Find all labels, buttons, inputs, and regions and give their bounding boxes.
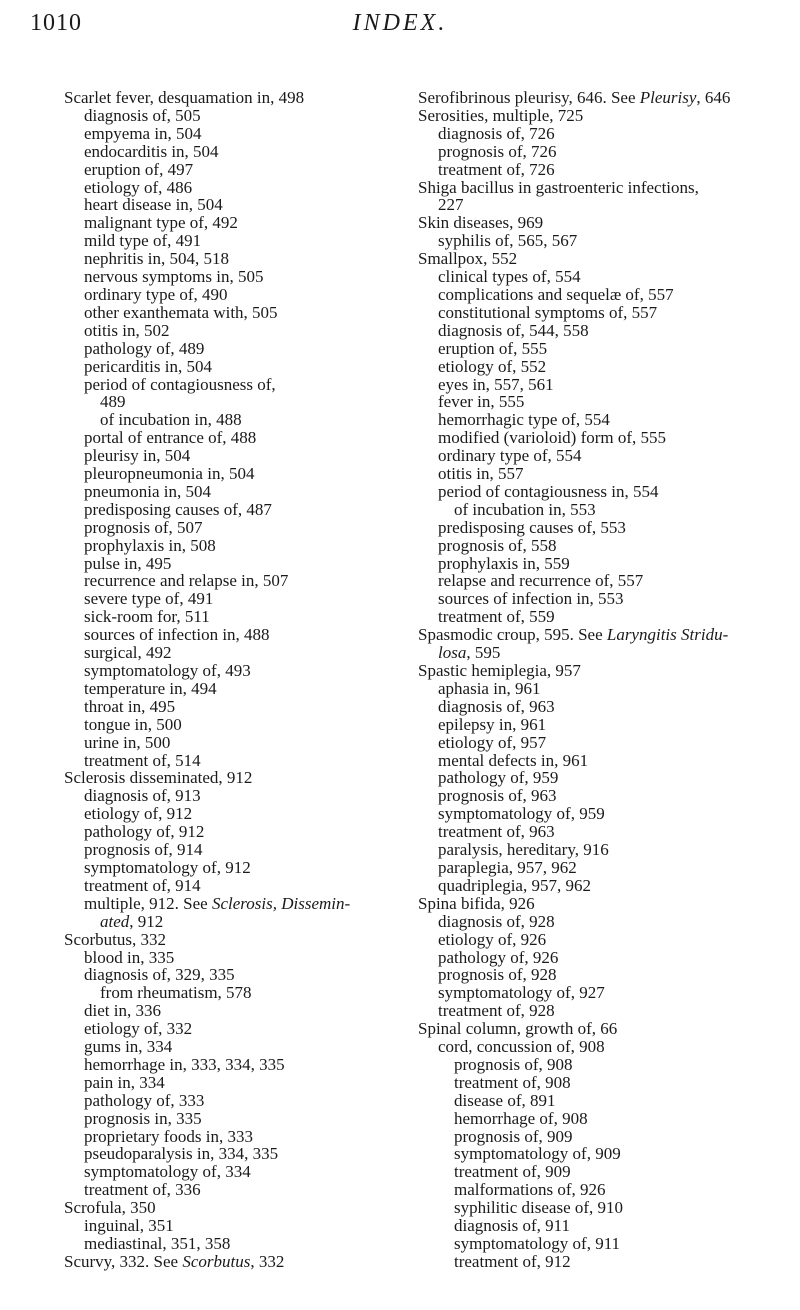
index-entry-page: , 332 <box>250 1251 285 1271</box>
index-entry <box>64 143 404 161</box>
index-entry-text: prognosis of, 963 <box>438 786 557 806</box>
index-entry-text: epilepsy in, 961 <box>438 714 547 734</box>
index-entry-page: , 595 <box>466 643 501 663</box>
index-entry <box>418 590 758 608</box>
index-entry-text: symptomatology of, 927 <box>438 983 605 1003</box>
index-entry <box>64 250 404 268</box>
index-entry <box>64 196 404 214</box>
index-entry <box>64 1217 404 1235</box>
index-entry <box>64 966 404 984</box>
index-entry <box>418 913 758 931</box>
index-entry-text: pathology of, 959 <box>438 768 559 788</box>
index-entry <box>418 447 758 465</box>
index-entry <box>64 483 404 501</box>
index-entry <box>418 1199 758 1217</box>
index-cross-reference: Scorbutus <box>182 1251 251 1271</box>
index-entry-text: period of contagiousness of, <box>84 374 276 394</box>
index-column-left <box>64 89 404 1271</box>
index-entry <box>64 376 404 394</box>
index-entry-text: urine in, 500 <box>84 732 171 752</box>
index-entry-text: symptomatology of, 911 <box>454 1234 621 1253</box>
index-entry-text: sick-room for, 511 <box>84 607 210 627</box>
index-entry <box>418 376 758 394</box>
index-entry-text: Serofibrinous pleurisy, 646. See <box>418 88 640 107</box>
index-entry-text: endocarditis in, 504 <box>84 141 219 161</box>
index-entry-text: cord, concussion of, 908 <box>438 1037 605 1057</box>
index-entry <box>64 984 404 1002</box>
index-entry-text: pneumonia in, 504 <box>84 481 212 501</box>
index-entry <box>64 214 404 232</box>
index-entry <box>418 286 758 304</box>
index-entry <box>418 966 758 984</box>
index-entry-text: etiology of, 552 <box>438 356 547 376</box>
index-entry-text: pathology of, 912 <box>84 822 205 842</box>
index-entry <box>64 644 404 662</box>
index-entry-text: gums in, 334 <box>84 1037 173 1057</box>
index-entry <box>418 572 758 590</box>
index-entry <box>418 1074 758 1092</box>
index-entry-text: Shiga bacillus in gastroenteric infections, <box>418 177 699 197</box>
index-entry <box>418 358 758 376</box>
index-entry-text: temperature in, 494 <box>84 678 217 698</box>
index-entry-text: diagnosis of, 928 <box>438 911 555 931</box>
index-entry-text: from rheumatism, 578 <box>100 983 252 1003</box>
index-entry <box>418 322 758 340</box>
index-entry <box>418 859 758 877</box>
index-entry-text: prognosis of, 914 <box>84 840 203 860</box>
index-entry <box>64 465 404 483</box>
index-entry-text: treatment of, 928 <box>438 1001 555 1021</box>
index-entry <box>418 501 758 519</box>
index-entry-text: Skin diseases, 969 <box>418 213 544 233</box>
index-entry <box>418 1056 758 1074</box>
index-entry <box>418 1020 758 1038</box>
index-entry <box>418 1217 758 1235</box>
index-entry <box>64 1145 404 1163</box>
index-entry <box>418 429 758 447</box>
index-entry-text: prophylaxis in, 559 <box>438 553 570 573</box>
index-entry <box>64 537 404 555</box>
index-entry-text: multiple, 912. See <box>84 893 212 913</box>
index-entry <box>418 196 758 214</box>
index-cross-reference: Laryngitis Stridu- <box>606 625 729 645</box>
index-entry-text: predisposing causes of, 553 <box>438 517 626 537</box>
index-entry-text: malformations of, 926 <box>454 1180 606 1200</box>
index-entry-text: eyes in, 557, 561 <box>438 374 554 394</box>
index-entry <box>64 662 404 680</box>
index-entry <box>418 1128 758 1146</box>
index-entry-text: diet in, 336 <box>84 1001 161 1021</box>
index-entry-text: Scurvy, 332. See <box>64 1251 183 1271</box>
index-entry <box>64 286 404 304</box>
index-entry-text: portal of entrance of, 488 <box>84 428 257 448</box>
index-entry-text: prophylaxis in, 508 <box>84 535 216 555</box>
index-entry <box>64 1038 404 1056</box>
index-entry <box>418 125 758 143</box>
index-entry-text: prognosis of, 726 <box>438 141 557 161</box>
index-entry <box>418 716 758 734</box>
index-column-right <box>418 89 758 1271</box>
index-entry <box>418 555 758 573</box>
index-entry <box>418 537 758 555</box>
index-entry <box>418 519 758 537</box>
index-entry-text: eruption of, 497 <box>84 159 194 179</box>
index-entry <box>64 1181 404 1199</box>
index-entry-text: symptomatology of, 493 <box>84 661 251 680</box>
index-entry-text: fever in, 555 <box>438 392 525 412</box>
index-entry-text: treatment of, 908 <box>454 1072 571 1092</box>
index-entry-text: severe type of, 491 <box>84 589 214 609</box>
index-entry <box>64 698 404 716</box>
index-entry-text: nervous symptoms in, 505 <box>84 267 264 287</box>
index-entry-text: ordinary type of, 554 <box>438 446 582 466</box>
index-entry-text: inguinal, 351 <box>84 1216 174 1236</box>
index-entry <box>418 143 758 161</box>
index-entry-text: Sclerosis disseminated, 912 <box>64 768 253 788</box>
index-entry <box>64 1128 404 1146</box>
index-entry-text: Scorbutus, 332 <box>64 929 166 949</box>
index-entry-text: etiology of, 486 <box>84 177 193 197</box>
index-entry <box>418 895 758 913</box>
index-entry-text: 227 <box>438 195 464 215</box>
index-entry-text: treatment of, 963 <box>438 822 555 842</box>
index-entry-text: pleurisy in, 504 <box>84 446 191 466</box>
running-head: INDEX. <box>352 10 448 36</box>
index-entry <box>418 949 758 967</box>
index-entry <box>64 322 404 340</box>
index-entry <box>418 107 758 125</box>
index-entry <box>64 304 404 322</box>
index-entry-text: aphasia in, 961 <box>438 678 541 698</box>
index-entry-text: sources of infection in, 488 <box>84 625 270 645</box>
index-entry-text: Spasmodic croup, 595. See <box>418 625 607 645</box>
index-entry <box>418 1110 758 1128</box>
index-entry-text: ordinary type of, 490 <box>84 284 228 304</box>
index-entry-text: Spastic hemiplegia, 957 <box>418 661 581 680</box>
index-entry <box>64 1020 404 1038</box>
index-entry <box>418 1092 758 1110</box>
index-entry <box>64 125 404 143</box>
index-entry-text: clinical types of, 554 <box>438 267 581 287</box>
index-entry-text: symptomatology of, 909 <box>454 1144 621 1164</box>
index-entry <box>418 608 758 626</box>
index-entry-text: pathology of, 489 <box>84 338 205 358</box>
index-entry <box>64 769 404 787</box>
index-entry <box>418 841 758 859</box>
index-entry-text: Spina bifida, 926 <box>418 893 535 913</box>
index-entry-text: sources of infection in, 553 <box>438 589 624 609</box>
index-entry-text: nephritis in, 504, 518 <box>84 249 229 269</box>
index-entry <box>64 626 404 644</box>
index-entry-text: treatment of, 336 <box>84 1180 201 1200</box>
index-entry-text: other exanthemata with, 505 <box>84 302 278 322</box>
index-entry-text: Smallpox, 552 <box>418 249 518 269</box>
index-entry <box>64 931 404 949</box>
index-entry-text: quadriplegia, 957, 962 <box>438 875 591 895</box>
index-entry <box>418 823 758 841</box>
index-entry <box>418 340 758 358</box>
index-entry-text: disease of, 891 <box>454 1090 556 1110</box>
index-entry <box>418 1002 758 1020</box>
page-number: 1010 <box>30 10 82 36</box>
index-entry <box>64 555 404 573</box>
index-entry <box>418 769 758 787</box>
index-entry-text: etiology of, 957 <box>438 732 547 752</box>
index-entry-text: pathology of, 333 <box>84 1090 205 1110</box>
index-entry-text: pain in, 334 <box>84 1072 165 1092</box>
index-entry <box>418 805 758 823</box>
index-entry <box>64 161 404 179</box>
index-entry <box>418 1145 758 1163</box>
index-entry <box>64 1163 404 1181</box>
index-entry <box>418 644 758 662</box>
index-entry-text: diagnosis of, 911 <box>454 1216 571 1236</box>
index-entry-text: etiology of, 926 <box>438 929 547 949</box>
index-entry-text: predisposing causes of, 487 <box>84 499 272 519</box>
index-entry-text: treatment of, 912 <box>454 1251 571 1271</box>
index-entry <box>64 1235 404 1253</box>
index-entry-text: tongue in, 500 <box>84 714 182 734</box>
index-entry <box>64 268 404 286</box>
index-entry <box>64 393 404 411</box>
index-entry <box>64 680 404 698</box>
index-entry <box>64 841 404 859</box>
index-entry-text: mental defects in, 961 <box>438 750 589 770</box>
index-entry-text: prognosis of, 507 <box>84 517 203 537</box>
index-entry <box>64 949 404 967</box>
index-entry-text: syphilitic disease of, 910 <box>454 1198 624 1218</box>
index-cross-reference: Sclerosis, Dissemin- <box>211 893 351 913</box>
index-entry <box>64 752 404 770</box>
index-entry <box>64 447 404 465</box>
index-entry-text: prognosis of, 909 <box>454 1126 573 1146</box>
index-entry-text: eruption of, 555 <box>438 338 548 358</box>
index-entry-text: throat in, 495 <box>84 696 176 716</box>
index-entry <box>64 590 404 608</box>
index-entry <box>64 1110 404 1128</box>
index-entry-page: , 912 <box>129 911 164 931</box>
index-entry <box>64 1002 404 1020</box>
index-entry <box>64 89 404 107</box>
index-entry <box>64 232 404 250</box>
index-entry-text: diagnosis of, 329, 335 <box>84 965 235 985</box>
index-entry <box>418 465 758 483</box>
index-entry <box>64 734 404 752</box>
index-cross-reference: losa <box>438 643 467 663</box>
index-entry-text: diagnosis of, 913 <box>84 786 201 806</box>
index-entry <box>418 393 758 411</box>
index-entry-text: prognosis in, 335 <box>84 1108 202 1128</box>
index-entry-text: diagnosis of, 544, 558 <box>438 320 589 340</box>
index-entry <box>64 1092 404 1110</box>
index-entry <box>64 913 404 931</box>
index-entry-text: pathology of, 926 <box>438 947 559 967</box>
index-entry-text: otitis in, 502 <box>84 320 170 340</box>
index-entry <box>64 340 404 358</box>
index-entry-text: modified (varioloid) form of, 555 <box>438 428 667 448</box>
index-entry-text: heart disease in, 504 <box>84 195 223 215</box>
index-entry-text: of incubation in, 488 <box>100 410 242 430</box>
index-entry-text: prognosis of, 928 <box>438 965 557 985</box>
index-entry <box>418 179 758 197</box>
index-entry-text: constitutional symptoms of, 557 <box>438 302 658 322</box>
index-entry-text: hemorrhage of, 908 <box>454 1108 588 1128</box>
index-entry <box>418 662 758 680</box>
index-entry <box>64 608 404 626</box>
index-entry <box>64 859 404 877</box>
index-entry-text: diagnosis of, 726 <box>438 123 555 143</box>
index-entry-text: period of contagiousness in, 554 <box>438 481 659 501</box>
index-entry-page: , 646 <box>696 88 731 107</box>
index-entry <box>64 519 404 537</box>
index-entry-text: symptomatology of, 334 <box>84 1162 251 1182</box>
index-entry-text: hemorrhagic type of, 554 <box>438 410 610 430</box>
index-entry <box>418 1038 758 1056</box>
index-entry <box>64 429 404 447</box>
index-entry-text: proprietary foods in, 333 <box>84 1126 254 1146</box>
index-entry-text: blood in, 335 <box>84 947 175 967</box>
index-entry <box>418 268 758 286</box>
index-entry <box>64 895 404 913</box>
index-entry <box>64 501 404 519</box>
index-entry-text: of incubation in, 553 <box>454 499 596 519</box>
index-entry <box>418 626 758 644</box>
index-entry-text: 489 <box>100 392 126 412</box>
index-entry-text: paraplegia, 957, 962 <box>438 857 577 877</box>
index-entry-text: pleuropneumonia in, 504 <box>84 464 255 484</box>
index-entry <box>64 179 404 197</box>
index-entry <box>64 877 404 895</box>
index-entry <box>418 734 758 752</box>
index-entry <box>418 1253 758 1271</box>
index-entry-text: treatment of, 914 <box>84 875 201 895</box>
index-entry-text: surgical, 492 <box>84 643 172 663</box>
index-entry-text: relapse and recurrence of, 557 <box>438 571 644 591</box>
index-entry <box>64 358 404 376</box>
index-entry-text: paralysis, hereditary, 916 <box>438 840 609 860</box>
index-entry <box>64 1253 404 1271</box>
index-entry-text: diagnosis of, 505 <box>84 105 201 125</box>
index-entry <box>418 214 758 232</box>
index-entry <box>64 716 404 734</box>
index-entry-text: recurrence and relapse in, 507 <box>84 571 289 591</box>
index-entry-text: treatment of, 726 <box>438 159 555 179</box>
index-cross-reference: ated <box>100 911 130 931</box>
index-entry-text: treatment of, 559 <box>438 607 555 627</box>
index-entry-text: hemorrhage in, 333, 334, 335 <box>84 1054 285 1074</box>
index-entry <box>418 877 758 895</box>
index-entry-text: malignant type of, 492 <box>84 213 238 233</box>
index-entry <box>418 752 758 770</box>
index-entry <box>418 89 758 107</box>
index-entry-text: symptomatology of, 912 <box>84 857 251 877</box>
index-entry-text: Spinal column, growth of, 66 <box>418 1019 618 1039</box>
index-entry <box>418 1235 758 1253</box>
index-entry <box>418 411 758 429</box>
index-cross-reference: Pleurisy <box>639 88 697 107</box>
index-entry <box>64 1199 404 1217</box>
index-entry <box>64 1056 404 1074</box>
index-entry <box>64 823 404 841</box>
index-entry-text: otitis in, 557 <box>438 464 524 484</box>
index-entry-text: empyema in, 504 <box>84 123 202 143</box>
index-entry <box>418 161 758 179</box>
index-entry-text: pulse in, 495 <box>84 553 172 573</box>
index-entry <box>418 680 758 698</box>
index-entry-text: symptomatology of, 959 <box>438 804 605 824</box>
index-entry-text: mild type of, 491 <box>84 231 202 251</box>
index-entry-text: diagnosis of, 963 <box>438 696 555 716</box>
index-entry <box>418 984 758 1002</box>
index-entry <box>64 787 404 805</box>
index-entry <box>418 787 758 805</box>
index-entry-text: treatment of, 514 <box>84 750 201 770</box>
index-entry <box>64 411 404 429</box>
index-entry-text: Scrofula, 350 <box>64 1198 156 1218</box>
index-entry-text: etiology of, 912 <box>84 804 193 824</box>
index-entry <box>418 250 758 268</box>
index-entry-text: complications and sequelæ of, 557 <box>438 284 674 304</box>
index-entry <box>418 483 758 501</box>
index-entry-text: etiology of, 332 <box>84 1019 193 1039</box>
index-entry <box>418 232 758 250</box>
index-entry-text: Serosities, multiple, 725 <box>418 105 584 125</box>
index-entry <box>418 931 758 949</box>
index-entry-text: Scarlet fever, desquamation in, 498 <box>64 88 305 107</box>
index-entry <box>64 1074 404 1092</box>
index-entry-text: syphilis of, 565, 567 <box>438 231 578 251</box>
index-entry <box>64 805 404 823</box>
index-entry <box>64 572 404 590</box>
index-entry <box>418 304 758 322</box>
index-entry-text: pseudoparalysis in, 334, 335 <box>84 1144 279 1164</box>
index-entry <box>64 107 404 125</box>
index-entry-text: prognosis of, 558 <box>438 535 557 555</box>
index-entry <box>418 1181 758 1199</box>
index-entry-text: prognosis of, 908 <box>454 1054 573 1074</box>
index-entry-text: mediastinal, 351, 358 <box>84 1234 231 1253</box>
index-entry-text: pericarditis in, 504 <box>84 356 212 376</box>
index-entry <box>418 698 758 716</box>
index-entry-text: treatment of, 909 <box>454 1162 571 1182</box>
index-entry <box>418 1163 758 1181</box>
